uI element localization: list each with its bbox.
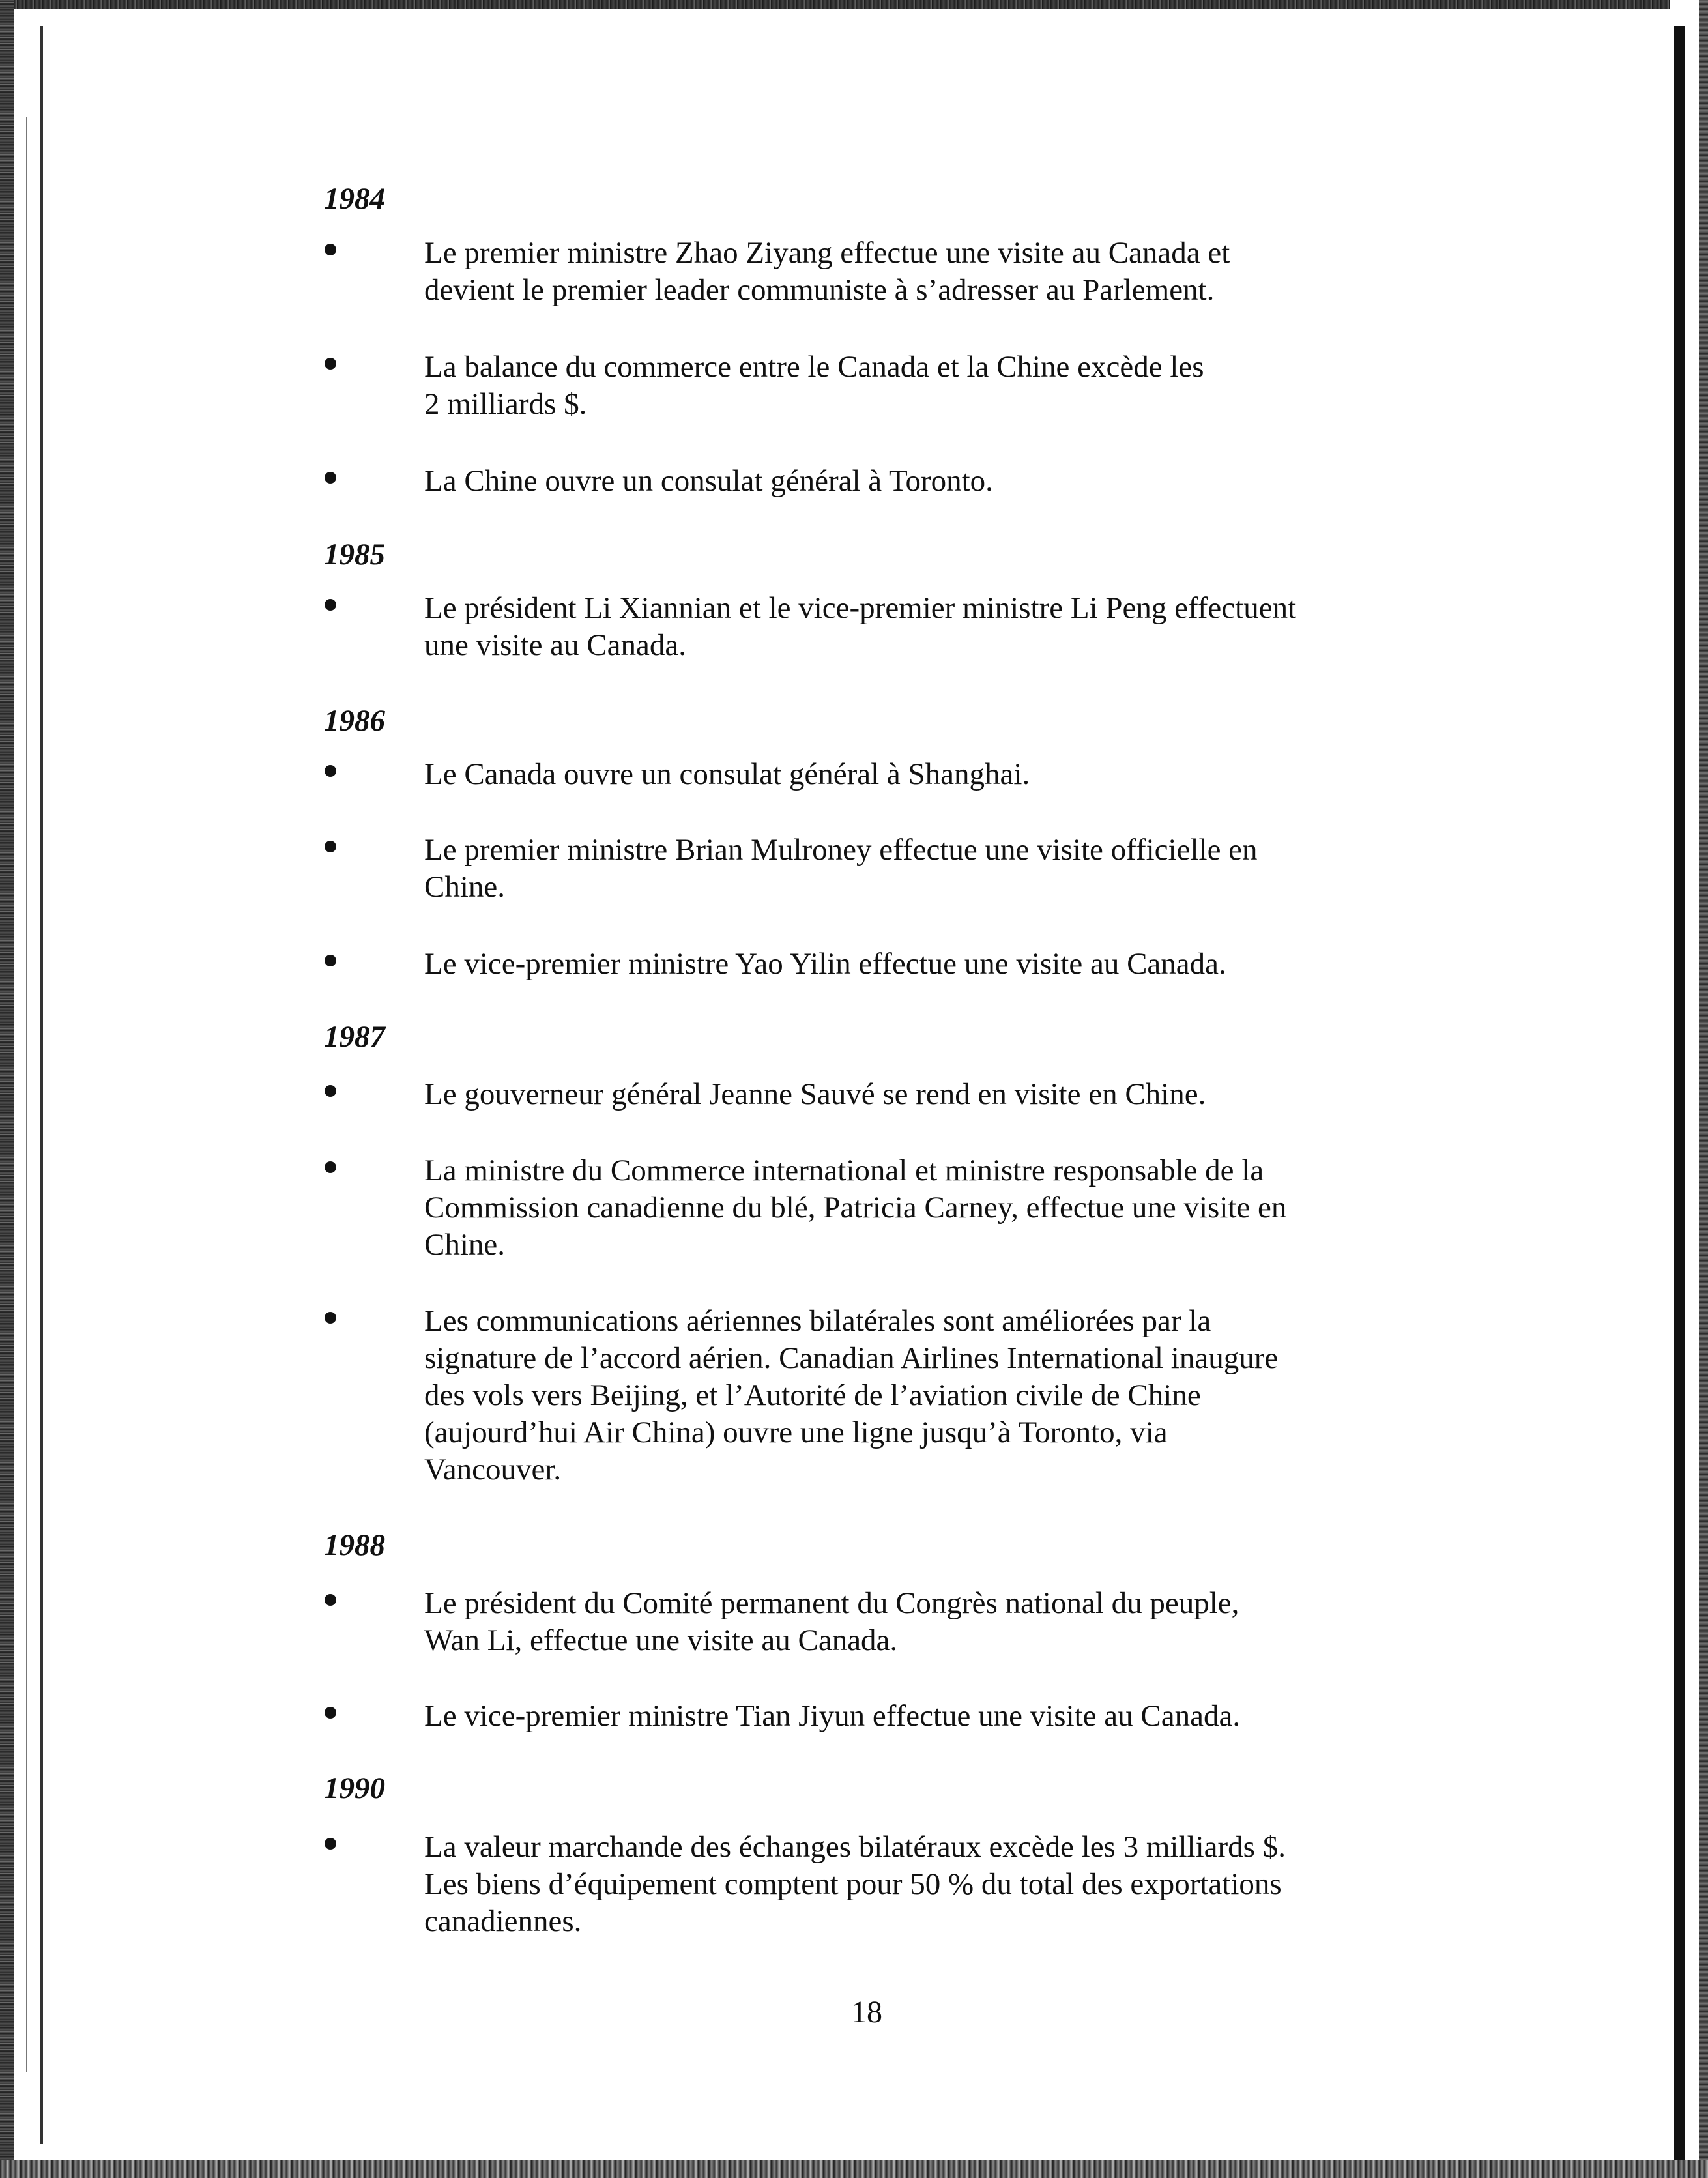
bullet-icon bbox=[325, 1312, 336, 1324]
bullet-icon bbox=[325, 1707, 336, 1719]
timeline-item-text: Le président Li Xiannian et le vice-premier ministre Li Peng effectuent une visite au Canada. bbox=[424, 591, 1297, 662]
year-heading: 1990 bbox=[324, 1771, 385, 1805]
bullet-icon bbox=[325, 1161, 336, 1173]
bullet-icon bbox=[325, 599, 336, 611]
timeline-item-text: Le gouverneur général Jeanne Sauvé se rend en visite en Chine. bbox=[424, 1077, 1206, 1111]
year-heading: 1986 bbox=[324, 704, 385, 738]
bullet-icon bbox=[325, 244, 336, 255]
timeline-item-text: La balance du commerce entre le Canada et la Chine excède les 2 milliards $. bbox=[424, 350, 1204, 421]
bullet-icon bbox=[325, 1838, 336, 1850]
bullet-icon bbox=[325, 841, 336, 852]
timeline-item-text: Les communications aériennes bilatérales sont améliorées par la signature de l’accord aérien. Canadian Airlines International inaugure des vols vers Beijing, et l’Autorité de l’aviation civile de Chine (aujourd’hui Air China) ouvre une ligne jusqu’à Toronto, via Vancouver. bbox=[424, 1304, 1279, 1487]
timeline-item-text: Le premier ministre Brian Mulroney effectue une visite officielle en Chine. bbox=[424, 833, 1258, 904]
year-heading: 1988 bbox=[324, 1528, 385, 1562]
bullet-icon bbox=[325, 472, 336, 484]
bullet-icon bbox=[325, 1594, 336, 1606]
timeline-item-text: Le premier ministre Zhao Ziyang effectue une visite au Canada et devient le premier leader communiste à s’adresser au Parlement. bbox=[424, 236, 1230, 307]
timeline-item-text: La Chine ouvre un consulat général à Toronto. bbox=[424, 464, 993, 498]
timeline-item-text: La ministre du Commerce international et ministre responsable de la Commission canadienne du blé, Patricia Carney, effectue une visite en Chine. bbox=[424, 1154, 1287, 1262]
page-number: 18 bbox=[851, 1995, 882, 2029]
timeline-item-text: Le président du Comité permanent du Congrès national du peuple, Wan Li, effectue une visite au Canada. bbox=[424, 1586, 1239, 1657]
timeline-item-text: Le Canada ouvre un consulat général à Shanghai. bbox=[424, 757, 1030, 791]
year-heading: 1985 bbox=[324, 538, 385, 572]
year-heading: 1987 bbox=[324, 1020, 385, 1054]
timeline-item-text: Le vice-premier ministre Yao Yilin effectue une visite au Canada. bbox=[424, 947, 1226, 981]
year-heading: 1984 bbox=[324, 182, 385, 216]
bullet-icon bbox=[325, 358, 336, 370]
timeline-item-text: Le vice-premier ministre Tian Jiyun effectue une visite au Canada. bbox=[424, 1699, 1241, 1733]
bullet-icon bbox=[325, 765, 336, 777]
bullet-icon bbox=[325, 955, 336, 966]
timeline-item-text: La valeur marchande des échanges bilatéraux excède les 3 milliards $. Les biens d’équipement comptent pour 50 % du total des exportations canadiennes. bbox=[424, 1830, 1286, 1938]
bullet-icon bbox=[325, 1085, 336, 1097]
